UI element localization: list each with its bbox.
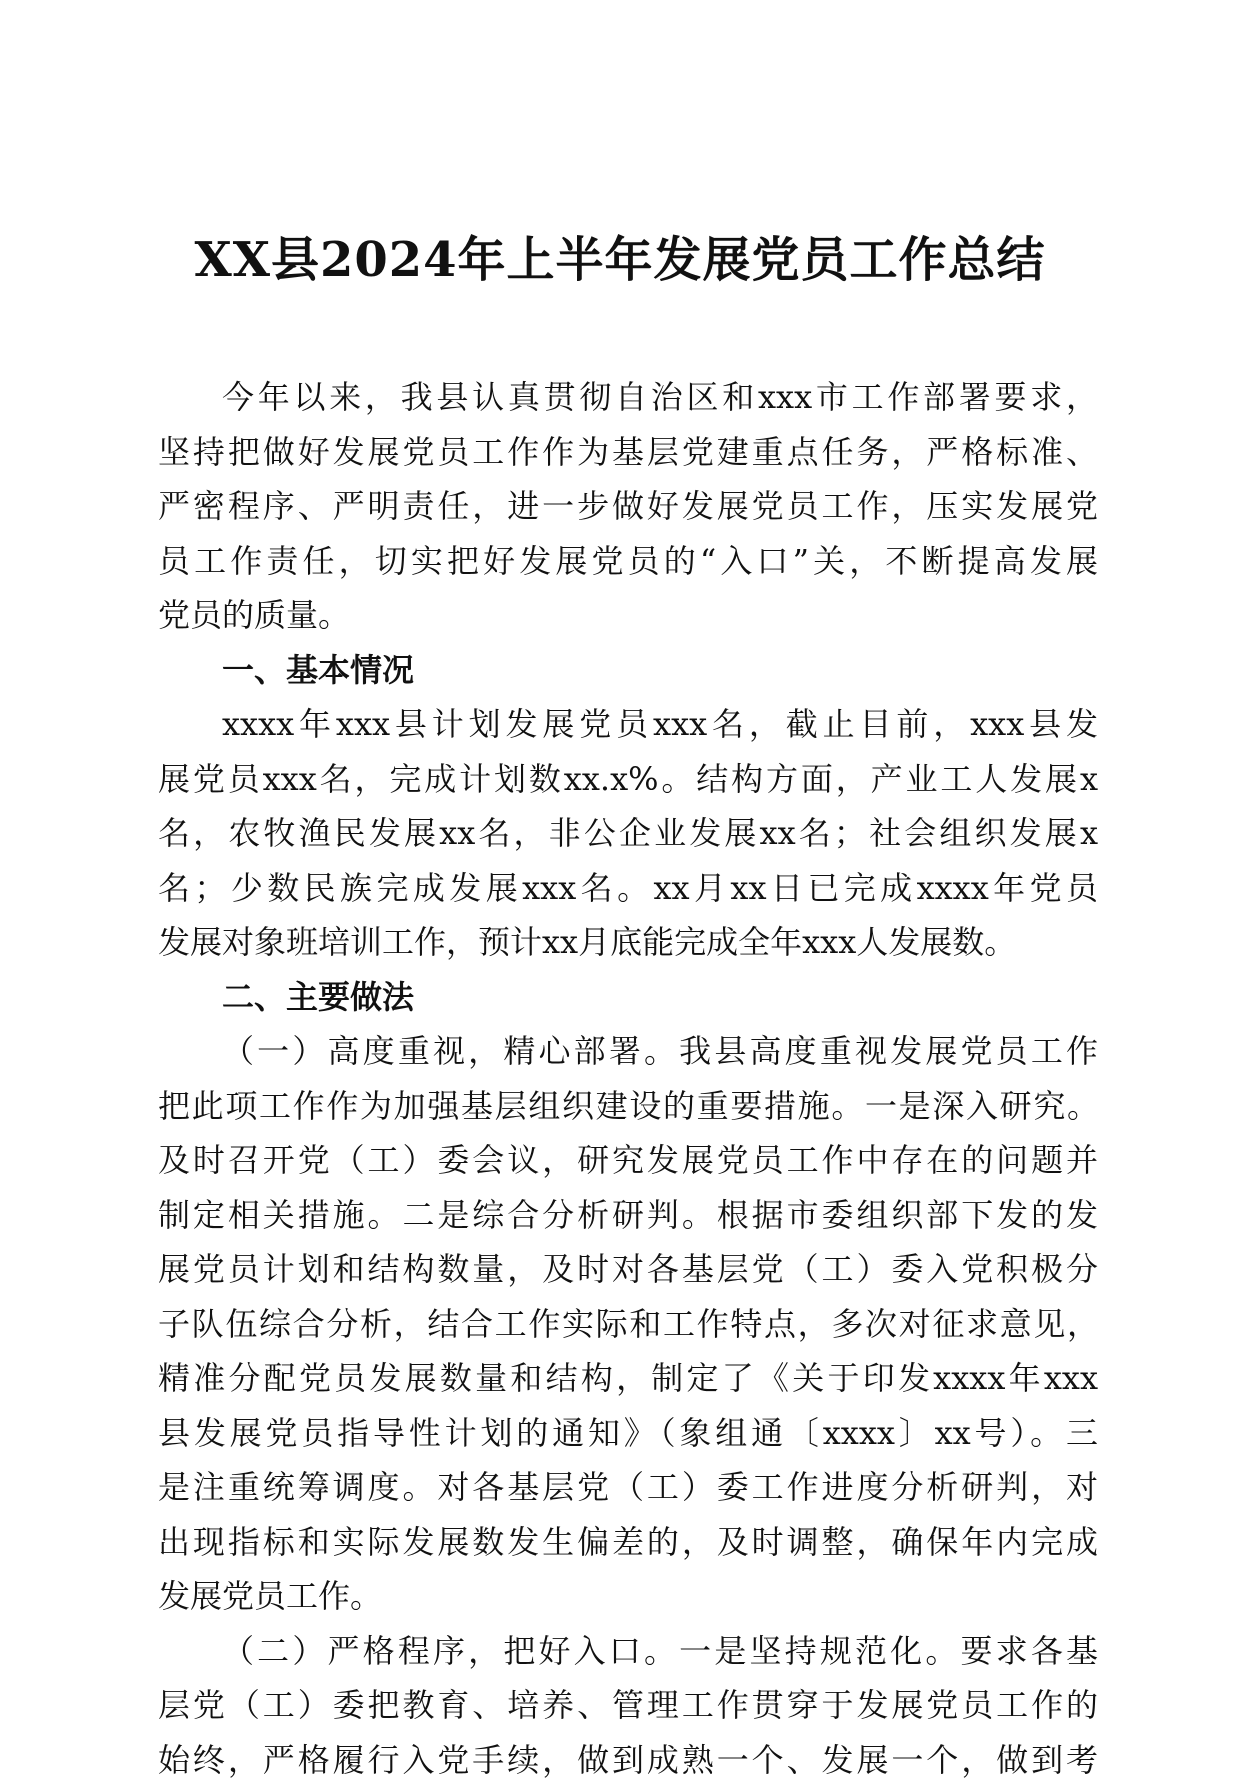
paragraph-line: 坚持把做好发展党员工作作为基层党建重点任务，严格标准、 <box>158 425 1098 480</box>
paragraph-line: 制定相关措施。二是综合分析研判。根据市委组织部下发的发 <box>158 1188 1098 1243</box>
document-body <box>158 370 1098 1787</box>
paragraph-line: 出现指标和实际发展数发生偏差的，及时调整，确保年内完成 <box>158 1515 1098 1570</box>
paragraph-line: 展党员xxx名，完成计划数xx.x%。结构方面，产业工人发展x <box>158 752 1098 807</box>
paragraph-line: 党员的质量。 <box>158 588 1098 643</box>
paragraph-line: 发展党员工作。 <box>158 1569 1098 1624</box>
paragraph-line: 严密程序、严明责任，进一步做好发展党员工作，压实发展党 <box>158 479 1098 534</box>
paragraph-line: xxxx年xxx县计划发展党员xxx名，截止目前，xxx县发 <box>158 697 1098 752</box>
paragraph-line: 员工作责任，切实把好发展党员的“入口”关，不断提高发展 <box>158 534 1098 589</box>
paragraph-line: 名，农牧渔民发展xx名，非公企业发展xx名；社会组织发展x <box>158 806 1098 861</box>
paragraph-line: 是注重统筹调度。对各基层党（工）委工作进度分析研判，对 <box>158 1460 1098 1515</box>
paragraph-line: 把此项工作作为加强基层组织建设的重要措施。一是深入研究。 <box>158 1079 1098 1134</box>
paragraph-line: （二）严格程序，把好入口。一是坚持规范化。要求各基 <box>158 1624 1098 1679</box>
paragraph-line: （一）高度重视，精心部署。我县高度重视发展党员工作 <box>158 1024 1098 1079</box>
section-heading-main-practices: 二、主要做法 <box>158 970 1098 1025</box>
paragraph-line: 始终，严格履行入党手续，做到成熟一个、发展一个，做到考 <box>158 1733 1098 1787</box>
paragraph-line: 今年以来，我县认真贯彻自治区和xxx市工作部署要求， <box>158 370 1098 425</box>
paragraph-line: 县发展党员指导性计划的通知》（象组通〔xxxx〕xx号）。三 <box>158 1406 1098 1461</box>
paragraph-line: 精准分配党员发展数量和结构，制定了《关于印发xxxx年xxx <box>158 1351 1098 1406</box>
paragraph-line: 展党员计划和结构数量，及时对各基层党（工）委入党积极分 <box>158 1242 1098 1297</box>
paragraph-line: 名；少数民族完成发展xxx名。xx月xx日已完成xxxx年党员 <box>158 861 1098 916</box>
paragraph-line: 子队伍综合分析，结合工作实际和工作特点，多次对征求意见， <box>158 1297 1098 1352</box>
paragraph-line: 及时召开党（工）委会议，研究发展党员工作中存在的问题并 <box>158 1133 1098 1188</box>
document-title: XX县2024年上半年发展党员工作总结 <box>0 228 1240 292</box>
paragraph-line: 发展对象班培训工作，预计xx月底能完成全年xxx人发展数。 <box>158 915 1098 970</box>
paragraph-line: 层党（工）委把教育、培养、管理工作贯穿于发展党员工作的 <box>158 1678 1098 1733</box>
section-heading-basic-situation: 一、基本情况 <box>158 643 1098 698</box>
